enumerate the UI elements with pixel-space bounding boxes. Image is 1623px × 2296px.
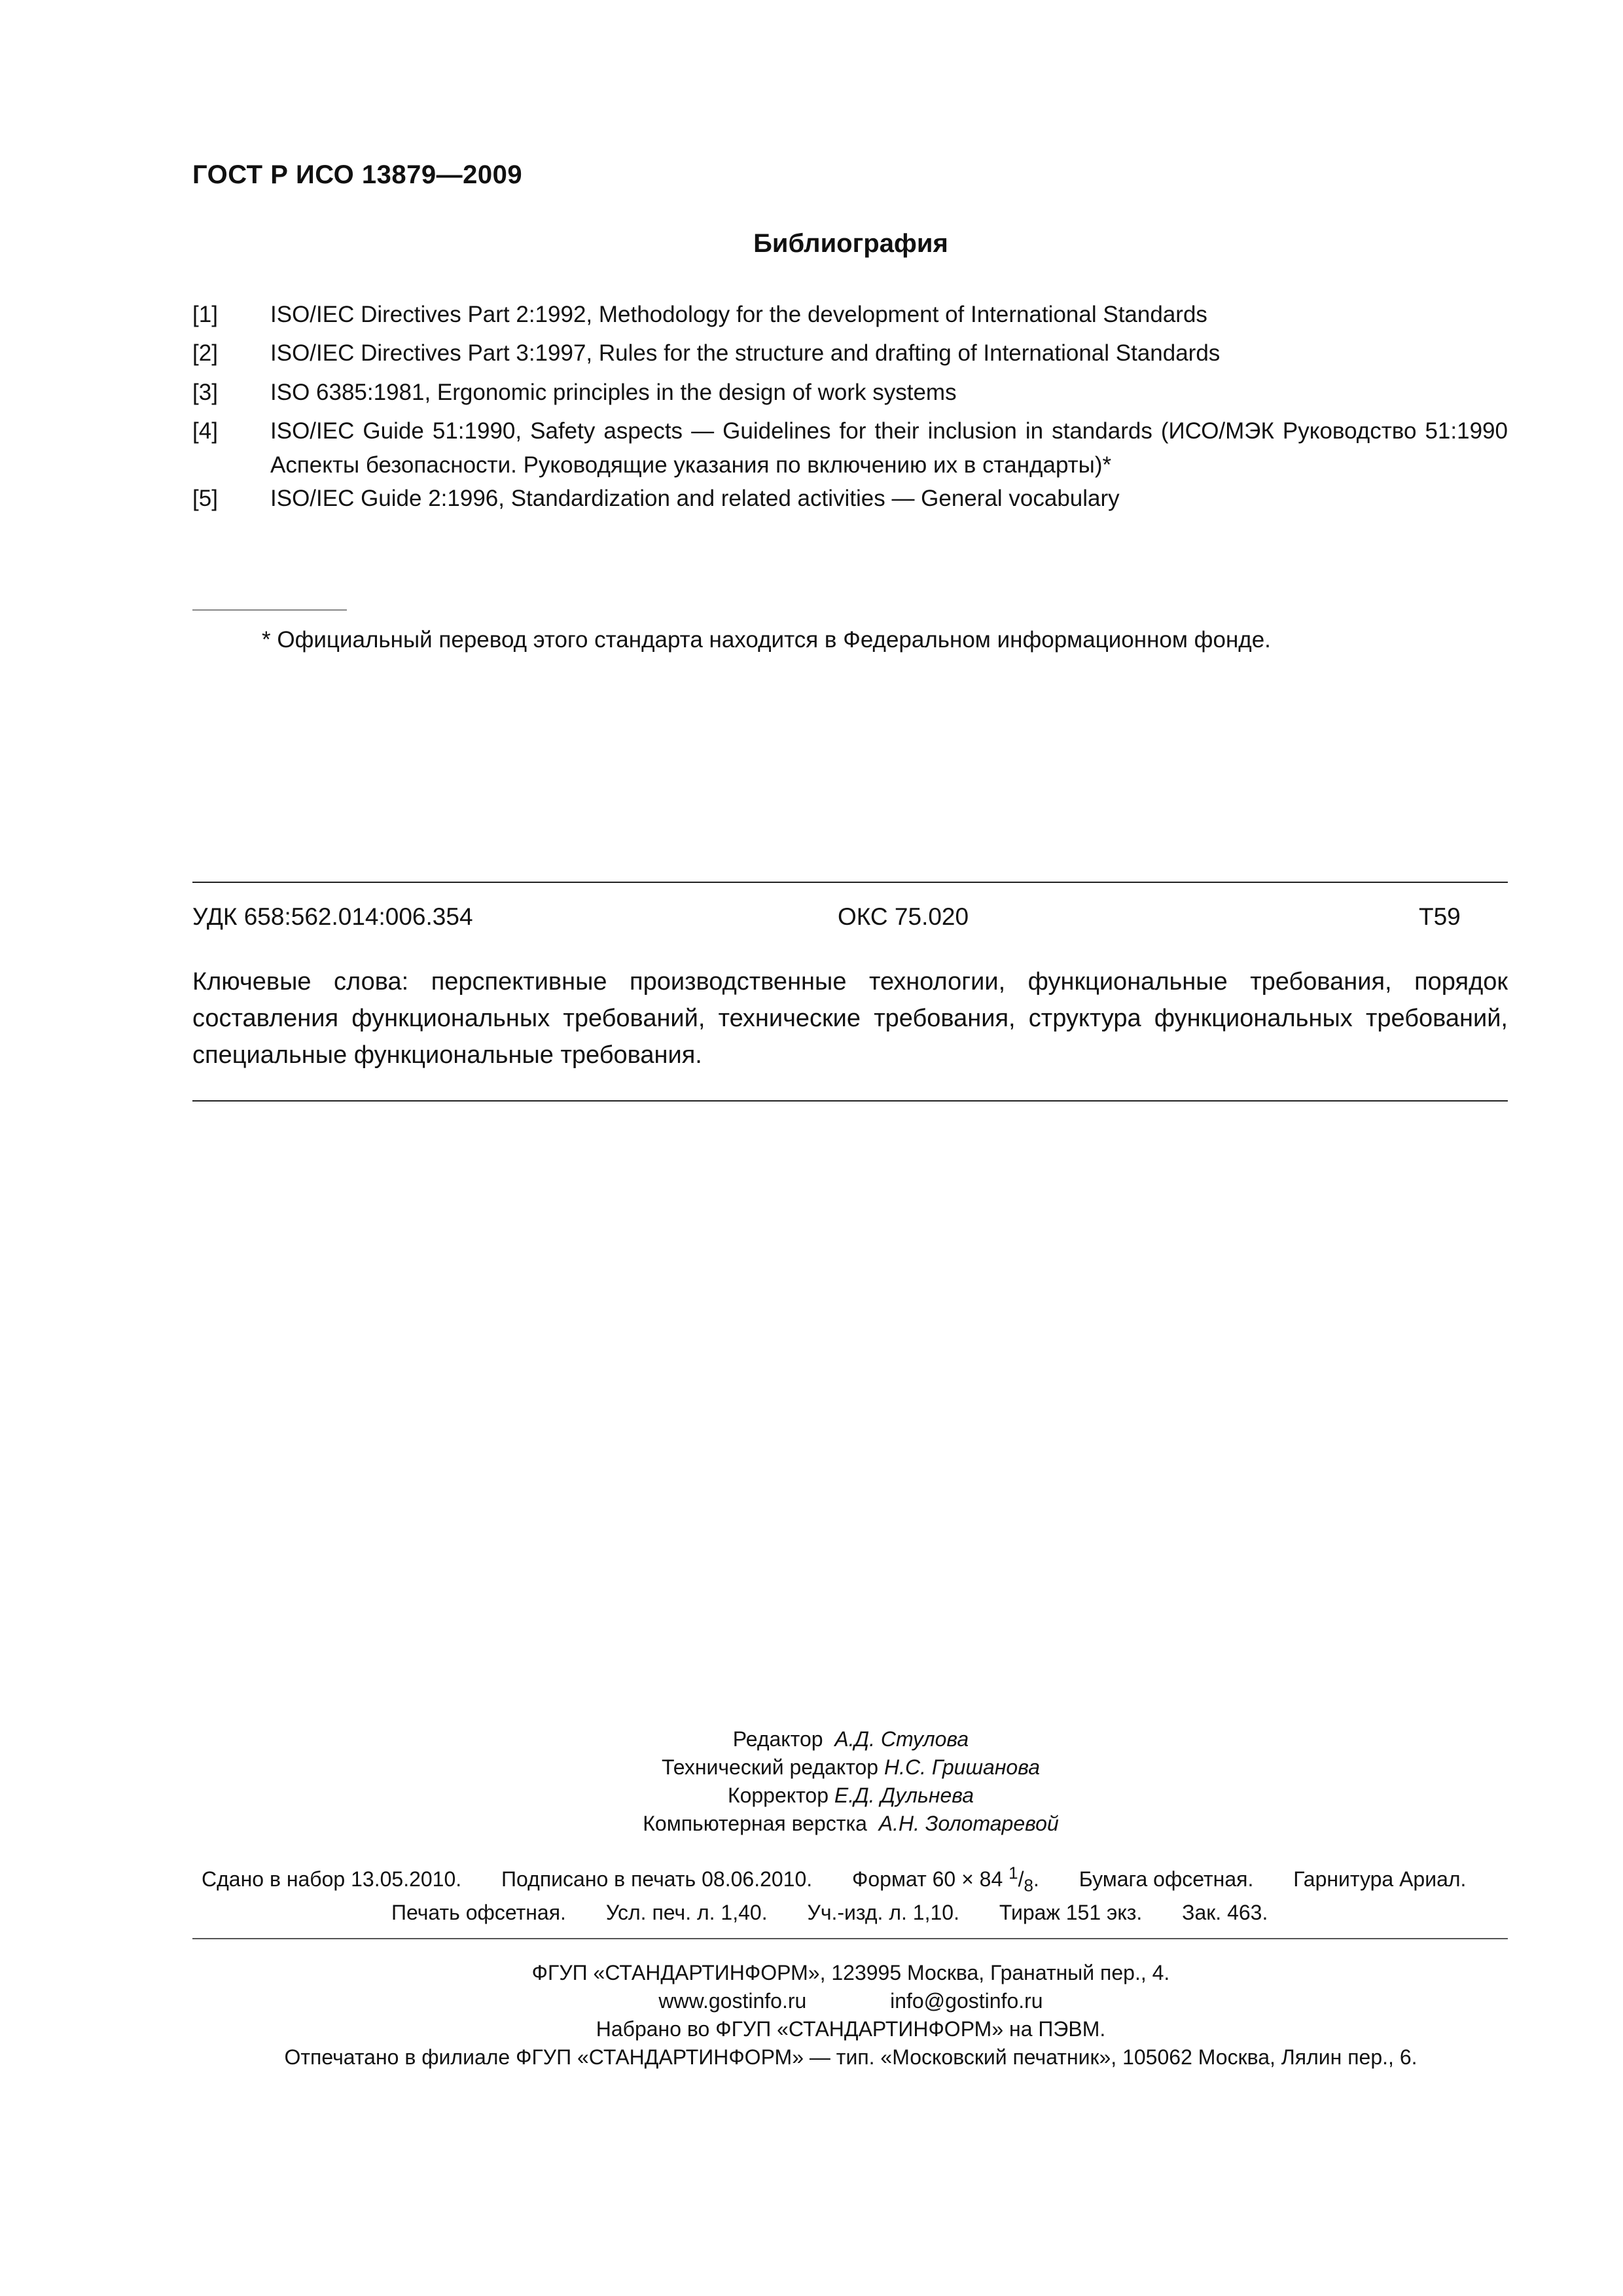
staff-name: Е.Д. Дульнева [834, 1784, 974, 1807]
bibliography-item [192, 298, 1508, 332]
footnote: * Официальный перевод этого стандарта находится в Федеральном информационном фонде. [262, 627, 1271, 653]
staff-line [0, 1782, 1623, 1809]
footnote-divider [192, 609, 347, 611]
bibliography-item-number: [2] [192, 340, 218, 366]
classification-code: Т59 [1419, 903, 1461, 930]
staff-name: Н.С. Гришанова [883, 1755, 1041, 1779]
typesetting-note: Набрано во ФГУП «СТАНДАРТИНФОРМ» на ПЭВМ. [596, 2017, 1106, 2041]
paper-type: Бумага офсетная. [1079, 1867, 1254, 1891]
format-fraction-denominator: 8 [1024, 1875, 1033, 1895]
keywords: Ключевые слова: перспективные производственные технологии, функциональные требования, порядок составления функциональных требований, технические требования, структура функциональных требований, специальные функциональные требования. [192, 968, 1508, 1069]
staff-name: А.Н. Золотаревой [878, 1812, 1059, 1835]
bibliography-item-text: ISO/IEC Guide 51:1990, Safety aspects — Guidelines for their inclusion in standards (ИСО/МЭК Руководство 51:1990 Аспекты безопасности. Руководящие указания по включению их в стандарты)* [270, 418, 1508, 478]
order-number: Зак. 463. [1182, 1901, 1268, 1924]
oks-code: ОКС 75.020 [838, 903, 969, 930]
staff-line [0, 1725, 1623, 1753]
print-info-row [202, 1863, 1517, 1895]
document-code: ГОСТ Р ИСО 13879—2009 [192, 160, 523, 189]
bibliography-item-text: ISO/IEC Directives Part 3:1997, Rules for the structure and drafting of International Standards [270, 340, 1221, 366]
print-type: Печать офсетная. [391, 1901, 566, 1924]
publisher-email: info@gostinfo.ru [890, 1989, 1043, 2013]
section-divider [192, 1938, 1508, 1939]
bibliography-item-number: [3] [192, 380, 218, 405]
staff-role: Редактор [732, 1727, 823, 1751]
bibliography-item [192, 482, 1508, 516]
section-divider [192, 1100, 1508, 1102]
font-name: Гарнитура Ариал. [1293, 1867, 1467, 1891]
bibliography-item-number: [5] [192, 486, 218, 511]
bibliography-item-text: ISO 6385:1981, Ergonomic principles in the design of work systems [270, 380, 957, 405]
staff-role: Компьютерная верстка [643, 1812, 867, 1835]
bibliography-item-number: [4] [192, 418, 218, 444]
bibliography-item-text: ISO/IEC Directives Part 2:1992, Methodology for the development of International Standards [270, 302, 1207, 327]
publisher-website: www.gostinfo.ru [658, 1989, 807, 2013]
bibliography-item-number: [1] [192, 302, 218, 327]
bibliography-title: Библиография [753, 229, 948, 258]
circulation: Тираж 151 экз. [999, 1901, 1143, 1924]
format: Формат 60 × 84 $^1/_8$. [852, 1863, 1039, 1895]
udc-code: УДК 658:562.014:006.354 [192, 903, 473, 930]
staff-name: А.Д. Стулова [834, 1727, 969, 1751]
print-info-row [391, 1901, 1623, 1925]
bibliography-item [192, 336, 1508, 370]
staff-role: Корректор [727, 1784, 829, 1807]
section-divider [192, 882, 1508, 883]
staff-line [0, 1753, 1623, 1781]
pub-sheets: Уч.-изд. л. 1,10. [807, 1901, 959, 1924]
bibliography-item [192, 376, 1508, 410]
format-fraction-numerator: 1 [1008, 1863, 1018, 1882]
printing-note: Отпечатано в филиале ФГУП «СТАНДАРТИНФОРМ» — тип. «Московский печатник», 105062 Москва, Лялин пер., 6. [284, 2045, 1418, 2069]
submitted-date: Сдано в набор 13.05.2010. [202, 1867, 462, 1891]
staff-line [0, 1810, 1623, 1837]
print-sheets: Усл. печ. л. 1,40. [605, 1901, 768, 1924]
bibliography-item-text: ISO/IEC Guide 2:1996, Standardization and related activities — General vocabulary [270, 486, 1120, 511]
publisher-contacts [0, 1987, 1623, 2015]
staff-role: Технический редактор [661, 1755, 879, 1779]
signed-date: Подписано в печать 08.06.2010. [501, 1867, 813, 1891]
bibliography-item [192, 414, 1508, 482]
publisher-address: ФГУП «СТАНДАРТИНФОРМ», 123995 Москва, Гранатный пер., 4. [531, 1961, 1170, 1984]
